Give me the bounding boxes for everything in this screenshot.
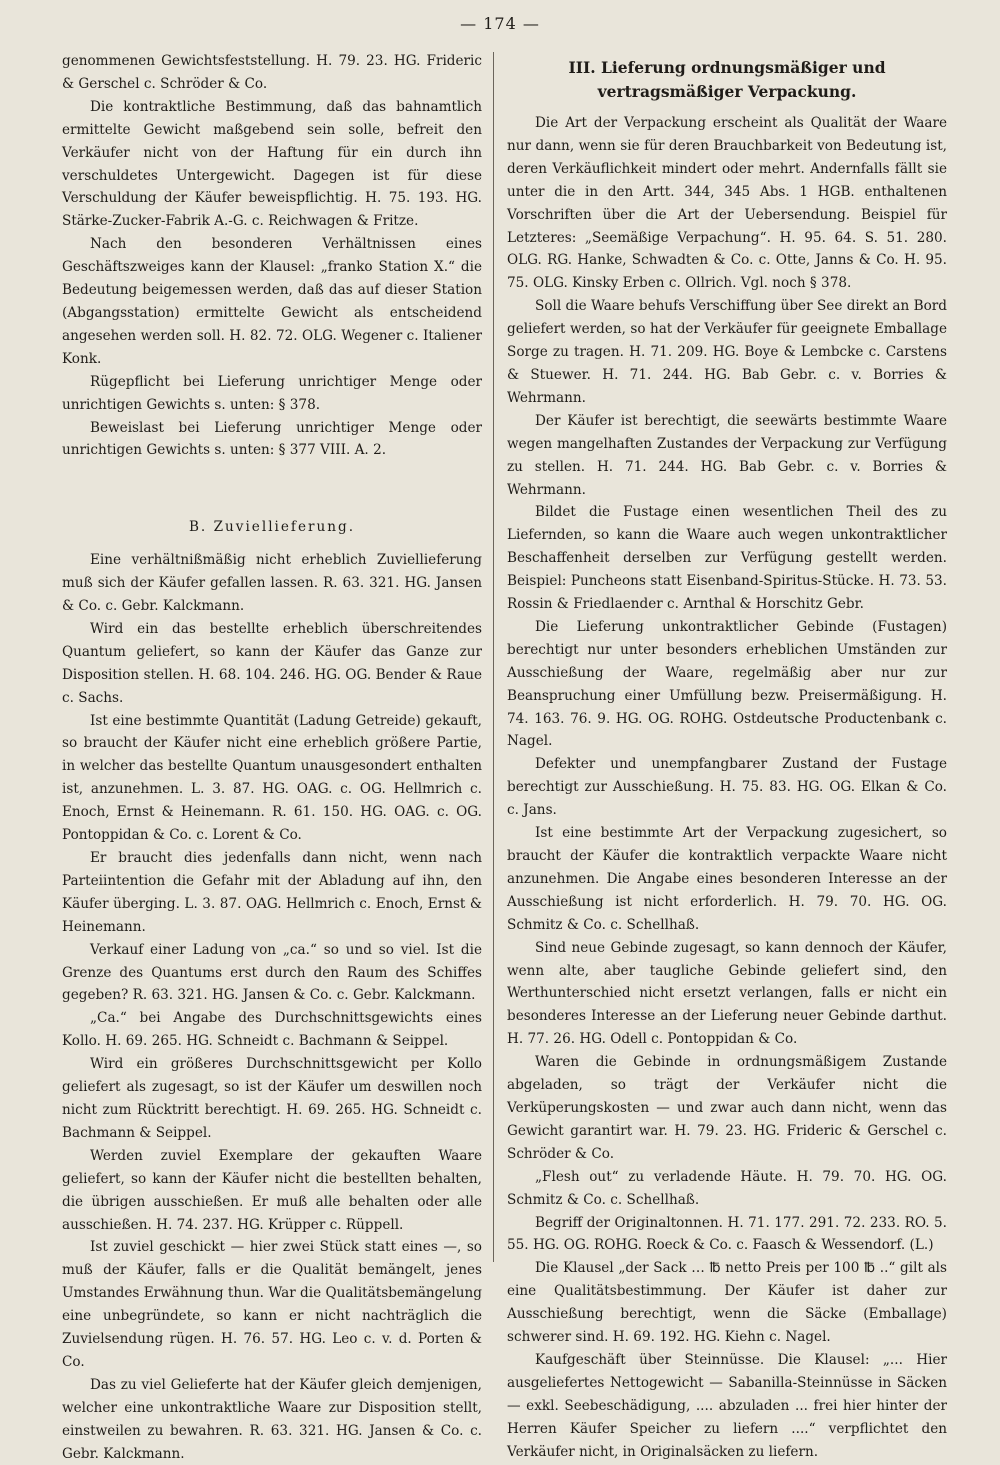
paragraph: Wird ein das bestellte erheblich überschreitendes Quantum geliefert, so kann der Käufer das Ganze zur Disposition stellen. H. 68. 104. 246. HG. OG. Bender & Raue c. Sachs. <box>62 620 482 706</box>
paragraph: Er braucht dies jedenfalls dann nicht, wenn nach Parteiintention die Gefahr mit der Abladung auf ihn, den Käufer überging. L. 3. 87. OAG. Hellmrich c. Enoch, Ernst & Heinemann. <box>62 850 482 935</box>
paragraph: „Flesh out“ zu verladende Häute. H. 79. 70. HG. OG. Schmitz & Co. c. Schellhaß. <box>507 1168 947 1208</box>
paragraph: Soll die Waare behufs Verschiffung über See direkt an Bord geliefert werden, so hat der Verkäufer für geeignete Emballage Sorge zu tragen. H. 71. 209. HG. Boye & Lembcke c. Carstens & Stuewer. H. 71. 244. HG. Bab Gebr. c. v. Borries & Wehrmann. <box>507 298 947 406</box>
left-column <box>62 50 482 1465</box>
paragraph: Kaufgeschäft über Steinnüsse. Die Klausel: „... Hier ausgeliefertes Nettogewicht — Sabanilla-Steinnüsse in Säcken — exkl. Seebeschädigung, .... abzuladen ... frei hier hinter der Herren Käufer Speicher zu liefern ....“ verpflichtet den Verkäufer nicht, in Originalsäcken zu liefern. <box>507 1351 947 1460</box>
right-column <box>507 50 947 1463</box>
paragraph: Wird ein größeres Durchschnittsgewicht per Kollo geliefert als zugesagt, so ist der Käufer um deswillen noch nicht zum Rücktritt berechtigt. H. 69. 265. HG. Schneidt c. Bachmann & Seippel. <box>62 1056 482 1141</box>
section-heading: B. Zuviellieferung. <box>188 519 356 536</box>
column-divider <box>493 52 494 1262</box>
paragraph: Eine verhältnißmäßig nicht erheblich Zuviellieferung muß sich der Käufer gefallen lassen. R. 63. 321. HG. Jansen & Co. c. Gebr. Kalckmann. <box>62 552 482 615</box>
paragraph: Ist eine bestimmte Quantität (Ladung Getreide) gekauft, so braucht der Käufer nicht eine erheblich größere Partie, in welcher das bestellte Quantum unausgesondert enthalten ist, anzunehmen. L. 3. 87. HG. OAG. c. OG. Hellmrich c. Enoch, Ernst & Heinemann. R. 61. 150. HG. OAG. c. OG. Pontoppidan & Co. c. Lorent & Co. <box>62 712 482 844</box>
paragraph: Rügepflicht bei Lieferung unrichtiger Menge oder unrichtigen Gewichts s. unten: § 378. <box>62 373 482 413</box>
paragraph: Nach den besonderen Verhältnissen eines Geschäftszweiges kann der Klausel: „franko Station X.“ die Bedeutung beigemessen werden, daß das auf dieser Station (Abgangsstation) ermittelte Gewicht als entscheidend angesehen werden soll. H. 82. 72. OLG. Wegener c. Italiener Konk. <box>62 236 482 367</box>
paragraph: Beweislast bei Lieferung unrichtiger Menge oder unrichtigen Gewichts s. unten: § 377 VIII. A. 2. <box>62 419 482 459</box>
paragraph: „Ca.“ bei Angabe des Durchschnittsgewichts eines Kollo. H. 69. 265. HG. Schneidt c. Bachmann & Seippel. <box>62 1010 482 1050</box>
paragraph: Die kontraktliche Bestimmung, daß das bahnamtlich ermittelte Gewicht maßgebend sein solle, befreit den Verkäufer nicht von der Haftung für ein durch ihn verschuldetes Untergewicht. Dagegen ist für diese Verschuldung der Käufer beweispflichtig. H. 75. 193. HG. Stärke-Zucker-Fabrik A.-G. c. Reichwagen & Fritze. <box>62 98 482 230</box>
paragraph: Das zu viel Gelieferte hat der Käufer gleich demjenigen, welcher eine unkontraktliche Waare zur Disposition stellt, einstweilen zu bewahren. R. 63. 321. HG. Jansen & Co. c. Gebr. Kalckmann. <box>62 1376 482 1462</box>
paragraph: Die Art der Verpackung erscheint als Qualität der Waare nur dann, wenn sie für deren Brauchbarkeit von Bedeutung ist, deren Verkäuflichkeit mindert oder mehrt. Andernfalls fällt sie unter die in den Artt. 344, 345 Abs. 1 HGB. enthaltenen Vorschriften über die Art der Uebersendung. Beispiel für Letzteres: „Seemäßige Verpachung“. H. 95. 64. S. 51. 280. OLG. RG. Hanke, Schwadten & Co. c. Otte, Janns & Co. H. 95. 75. OLG. Kinsky Erben c. Ollrich. Vgl. noch § 378. <box>507 115 947 292</box>
paragraph: Begriff der Originaltonnen. H. 71. 177. 291. 72. 233. RO. 5. 55. HG. OG. ROHG. Roeck & Co. c. Faasch & Wessendorf. (L.) <box>507 1214 947 1254</box>
page-number: — 174 — <box>460 14 540 33</box>
paragraph: genommenen Gewichtsfeststellung. H. 79. 23. HG. Frideric & Gerschel c. Schröder & Co. <box>62 53 482 92</box>
paragraph: Waren die Gebinde in ordnungsmäßigem Zustande abgeladen, so trägt der Verkäufer nicht die Verküperungskosten — und zwar auch dann nicht, wenn das Gewicht garantirt war. H. 79. 23. HG. Frideric & Gerschel c. Schröder & Co. <box>507 1054 947 1162</box>
paragraph: Defekter und unempfangbarer Zustand der Fustage berechtigt zur Ausschießung. H. 75. 83. HG. OG. Elkan & Co. c. Jans. <box>507 756 947 819</box>
section-heading: III. Lieferung ordnungsmäßiger und vertragsmäßiger Verpackung. <box>568 58 886 101</box>
paragraph: Sind neue Gebinde zugesagt, so kann dennoch der Käufer, wenn alte, aber taugliche Gebinde geliefert sind, den Werthunterschied nicht ersetzt verlangen, falls er nicht ein besonderes Interesse an der Lieferung neuer Gebinde darthut. H. 77. 26. HG. Odell c. Pontoppidan & Co. <box>507 939 947 1048</box>
paragraph: Verkauf einer Ladung von „ca.“ so und so viel. Ist die Grenze des Quantums erst durch den Raum des Schiffes gegeben? R. 63. 321. HG. Jansen & Co. c. Gebr. Kalckmann. <box>62 941 482 1004</box>
paragraph: Die Lieferung unkontraktlicher Gebinde (Fustagen) berechtigt nur unter besonders erheblichen Umständen zur Ausschießung der Waare, regelmäßig aber nur zur Beanspruchung einer Umfüllung bezw. Preisermäßigung. H. 74. 163. 76. 9. HG. OG. ROHG. Ostdeutsche Productenbank c. Nagel. <box>507 618 947 750</box>
paragraph: Der Käufer ist berechtigt, die seewärts bestimmte Waare wegen mangelhaften Zustandes der Verpackung zur Verfügung zu stellen. H. 71. 244. HG. Bab Gebr. c. v. Borries & Wehrmann. <box>507 412 947 498</box>
paragraph: Bildet die Fustage einen wesentlichen Theil des zu Liefernden, so kann die Waare auch wegen unkontraktlicher Beschaffenheit derselben zur Verfügung gestellt werden. Beispiel: Puncheons statt Eisenband-Spiritus-Stücke. H. 73. 53. Rossin & Friedlaender c. Arnthal & Horschitz Gebr. <box>507 504 947 613</box>
paragraph: Ist eine bestimmte Art der Verpackung zugesichert, so braucht der Käufer die kontraktlich verpackte Waare nicht anzunehmen. Die Angabe eines besonderen Interesse an der Ausschießung ist nicht erforderlich. H. 79. 70. HG. OG. Schmitz & Co. c. Schellhaß. <box>507 825 947 933</box>
paragraph: Werden zuviel Exemplare der gekauften Waare geliefert, so kann der Käufer nicht die bestellten behalten, die übrigen ausschießen. Er muß alle behalten oder alle ausschießen. H. 74. 237. HG. Krüpper c. Rüppell. <box>62 1147 482 1233</box>
paragraph: Die Klausel „der Sack … ℔ netto Preis per 100 ℔ ..“ gilt als eine Qualitätsbestimmung. Der Käufer ist daher zur Ausschießung berechtigt, wenn die Säcke (Emballage) schwerer sind. H. 69. 192. HG. Kiehn c. Nagel. <box>507 1260 947 1346</box>
paragraph: Ist zuviel geschickt — hier zwei Stück statt eines —, so muß der Käufer, falls er die Qualität bemängelt, jenes Umstandes Erwähnung thun. War die Qualitätsbemängelung eine unbegründete, so kann er nicht nachträglich die Zuvielsendung rügen. H. 76. 57. HG. Leo c. v. d. Porten & Co. <box>62 1239 482 1370</box>
